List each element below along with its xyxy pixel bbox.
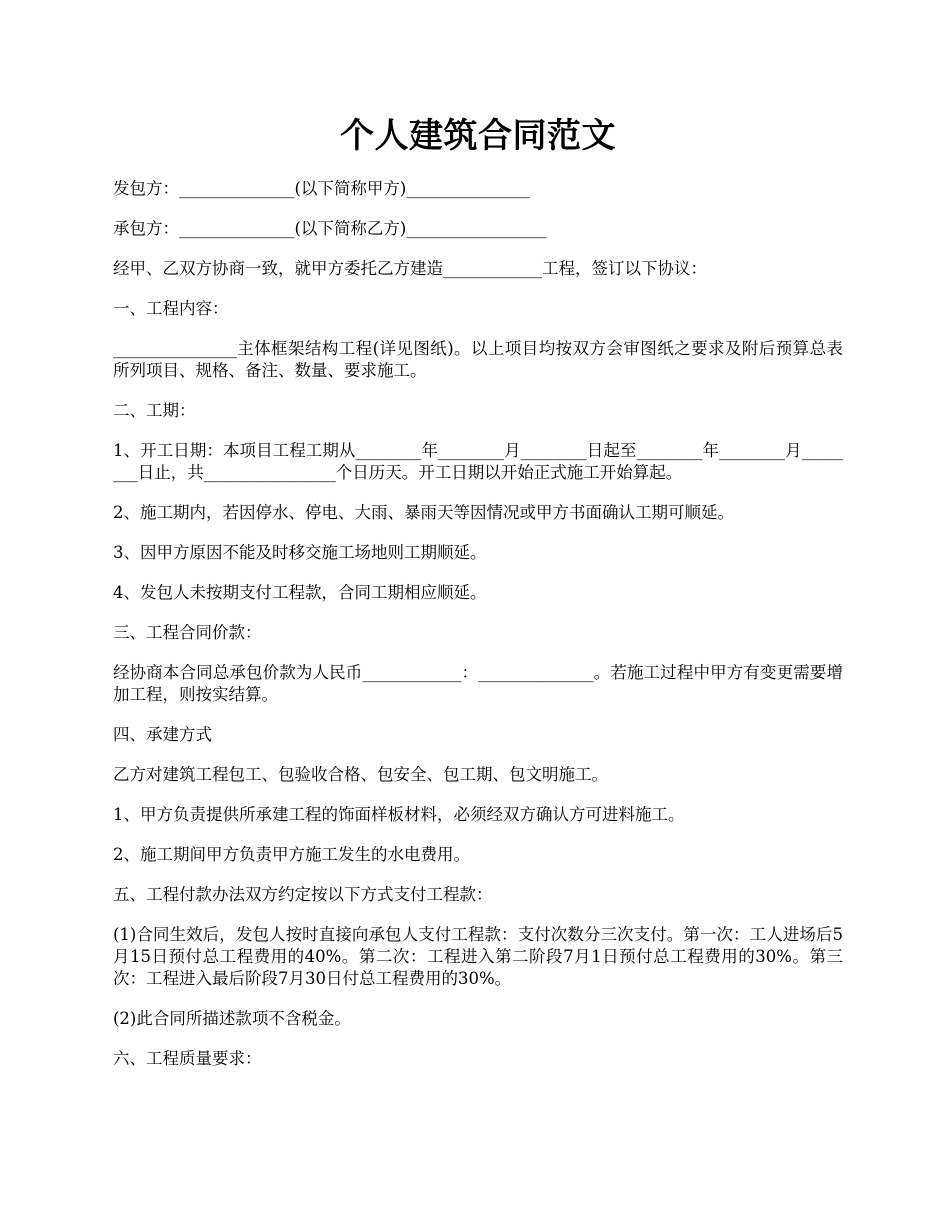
method-paragraph: 乙方对建筑工程包工、包验收合格、包安全、包工期、包文明施工。 — [113, 765, 608, 784]
document-body — [113, 108, 843, 1088]
party-b-line: 承包方：______________(以下简称乙方)_________________ — [113, 219, 547, 238]
section-heading-1: 一、工程内容： — [113, 299, 229, 318]
section-heading-5: 五、工程付款办法双方约定按以下方式支付工程款： — [113, 885, 493, 904]
schedule-clause-4: 4、发包人未按期支付工程款，合同工期相应顺延。 — [113, 583, 487, 602]
payment-clause-1: (1)合同生效后，发包人按时直接向承包人支付工程款：支付次数分三次支付。第一次：工人进场后5月15日预付总工程费用的40%。第二次：工程进入第二阶段7月1日预付总工程费用的30%。第三次：工程进入最后阶段7月30日付总工程费用的30%。 — [113, 925, 843, 988]
agreement-intro: 经甲、乙双方协商一致，就甲方委托乙方建造____________工程，签订以下协议： — [113, 259, 707, 278]
schedule-clause-3: 3、因甲方原因不能及时移交施工场地则工期顺延。 — [113, 543, 487, 562]
section-heading-6: 六、工程质量要求： — [113, 1049, 262, 1068]
document-title: 个人建筑合同范文 — [340, 116, 616, 156]
price-paragraph: 经协商本合同总承包价款为人民币____________：______________。若施工过程中甲方有变更需要增加工程，则按实结算。 — [113, 663, 843, 704]
method-clause-1: 1、甲方负责提供所承建工程的饰面样板材料，必须经双方确认方可进料施工。 — [113, 805, 685, 824]
scope-paragraph: _______________主体框架结构工程(详见图纸)。以上项目均按双方会审图纸之要求及附后预算总表所列项目、规格、备注、数量、要求施工。 — [113, 339, 843, 380]
section-heading-3: 三、工程合同价款： — [113, 623, 262, 642]
section-heading-4: 四、承建方式 — [113, 725, 212, 744]
party-a-line: 发包方：______________(以下简称甲方)_______________ — [113, 179, 531, 198]
section-heading-2: 二、工期： — [113, 401, 196, 420]
payment-clause-2: (2)此合同所描述款项不含税金。 — [113, 1009, 351, 1028]
schedule-clause-1: 1、开工日期：本项目工程工期从________年________月________日起至________年________月________日止，共________________个日历天。开工日期以开始正式施工开始算起。 — [113, 441, 843, 482]
schedule-clause-2: 2、施工期内，若因停水、停电、大雨、暴雨天等因情况或甲方书面确认工期可顺延。 — [113, 503, 734, 522]
method-clause-2: 2、施工期间甲方负责甲方施工发生的水电费用。 — [113, 845, 470, 864]
